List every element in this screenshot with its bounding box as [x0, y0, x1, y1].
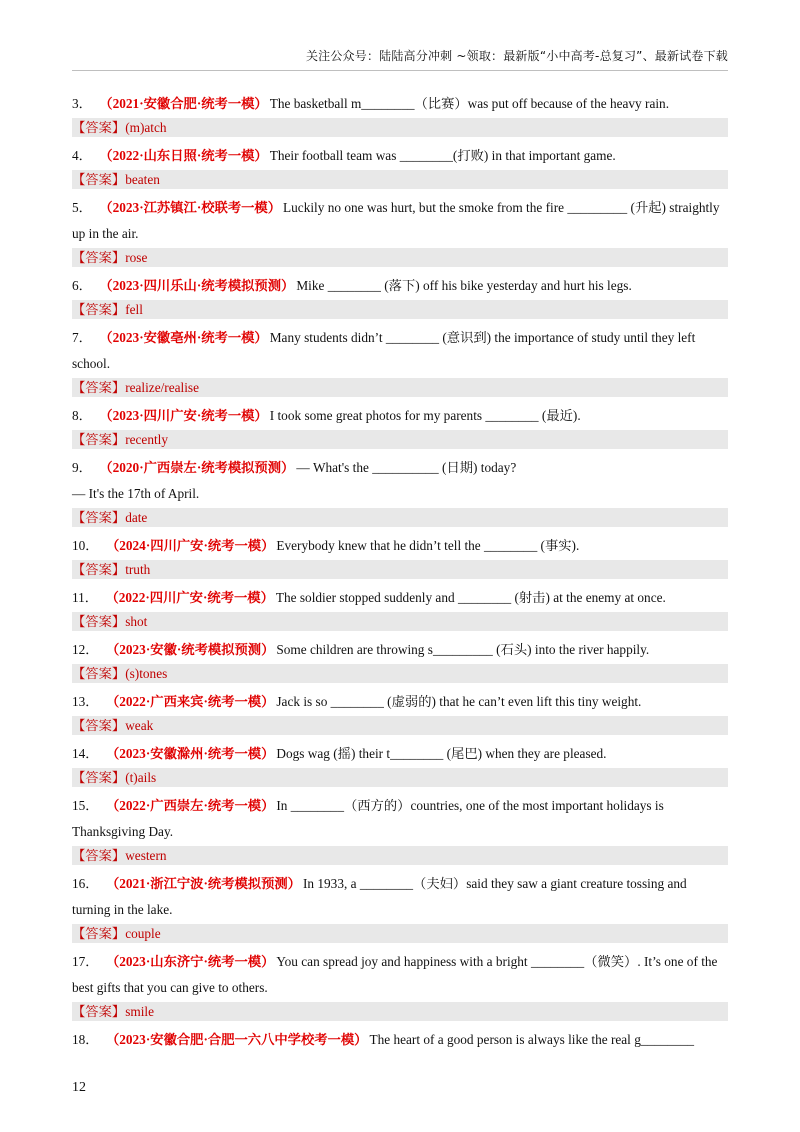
question-text: Luckily no one was hurt, but the smoke from the fire _________ (升起) straightly up in the air.: [72, 200, 720, 241]
answer-row: [72, 560, 728, 579]
question-source: （2023·安徽亳州·统考一模）: [105, 330, 268, 345]
question-source: （2022·山东日照·统考一模）: [105, 148, 268, 163]
answer-label: 【答案】: [72, 848, 126, 863]
answer-row: [72, 612, 728, 631]
question-item: [72, 143, 722, 169]
question-source: （2022·广西崇左·统考一模）: [112, 798, 275, 813]
answer-value: truth: [125, 562, 151, 577]
answer-row: [72, 768, 728, 787]
question-text: The soldier stopped suddenly and ________ (射击) at the enemy at once.: [275, 590, 666, 605]
question-item: [72, 637, 722, 663]
question-source: （2020·广西崇左·统考模拟预测）: [105, 460, 295, 475]
question-text: The basketball m________（比赛）was put off because of the heavy rain.: [269, 96, 670, 111]
question-source: （2021·浙江宁波·统考模拟预测）: [112, 876, 301, 891]
answer-value: couple: [125, 926, 161, 941]
answer-value: date: [125, 510, 148, 525]
question-source: （2023·安徽·统考模拟预测）: [112, 642, 275, 657]
answer-label: 【答案】: [72, 172, 126, 187]
question-text: Jack is so ________ (虚弱的) that he can’t even lift this tiny weight.: [276, 694, 642, 709]
answer-label: 【答案】: [72, 302, 126, 317]
question-item: [72, 793, 722, 845]
answer-label: 【答案】: [72, 432, 126, 447]
page-number: 12: [72, 1080, 86, 1095]
answer-value: fell: [125, 302, 143, 317]
question-source: （2024·四川广安·统考一模）: [112, 538, 275, 553]
answer-row: [72, 248, 728, 267]
answer-label: 【答案】: [72, 380, 126, 395]
question-text: You can spread joy and happiness with a bright ________（微笑）. It’s one of the best gifts that you can give to others.: [72, 954, 718, 995]
question-number: 5．: [72, 200, 92, 215]
question-text: — What's the __________ (日期) today?: [296, 460, 517, 475]
answer-label: 【答案】: [72, 250, 126, 265]
question-text: Their football team was ________(打败) in that important game.: [269, 148, 616, 163]
question-item: [72, 455, 722, 481]
answer-row: [72, 924, 728, 943]
question-number: 7．: [72, 330, 92, 345]
answer-row: [72, 300, 728, 319]
question-text: The heart of a good person is always like the real g________: [369, 1032, 695, 1047]
question-number: 17．: [72, 954, 99, 969]
question-text: Mike ________ (落下) off his bike yesterday and hurt his legs.: [296, 278, 632, 293]
question-number: 14．: [72, 746, 99, 761]
question-source: （2022·广西来宾·统考一模）: [112, 694, 275, 709]
answer-label: 【答案】: [72, 1004, 126, 1019]
question-item: [72, 741, 722, 767]
question-item: [72, 1027, 722, 1053]
question-number: 16．: [72, 876, 99, 891]
question-number: 15．: [72, 798, 99, 813]
answer-label: 【答案】: [72, 666, 126, 681]
question-source: （2023·安徽滁州·统考一模）: [112, 746, 275, 761]
question-source: （2023·四川乐山·统考模拟预测）: [105, 278, 295, 293]
answer-label: 【答案】: [72, 926, 126, 941]
question-source: （2023·山东济宁·统考一模）: [112, 954, 275, 969]
question-item: [72, 325, 722, 377]
question-number: 6．: [72, 278, 92, 293]
answer-value: weak: [125, 718, 154, 733]
answer-row: [72, 664, 728, 683]
question-text: Everybody knew that he didn’t tell the ________ (事实).: [276, 538, 580, 553]
question-number: 11．: [72, 590, 99, 605]
question-text: Many students didn’t ________ (意识到) the importance of study until they left school.: [72, 330, 696, 371]
answer-row: [72, 1002, 728, 1021]
question-item: [72, 403, 722, 429]
answer-value: smile: [125, 1004, 154, 1019]
question-item: [72, 585, 722, 611]
answer-row: [72, 430, 728, 449]
question-number: 8．: [72, 408, 92, 423]
question-number: 3．: [72, 96, 92, 111]
answer-row: [72, 378, 728, 397]
question-item: [72, 689, 722, 715]
answer-value: recently: [125, 432, 169, 447]
question-item: [72, 195, 722, 247]
answer-value: (m)atch: [125, 120, 167, 135]
answer-label: 【答案】: [72, 510, 126, 525]
question-number: 18．: [72, 1032, 99, 1047]
answer-row: [72, 846, 728, 865]
question-item: [72, 871, 722, 923]
question-source: （2023·四川广安·统考一模）: [105, 408, 268, 423]
question-number: 12．: [72, 642, 99, 657]
question-item: [72, 533, 722, 559]
answer-label: 【答案】: [72, 562, 126, 577]
question-list: [72, 91, 728, 1053]
question-item: [72, 91, 722, 117]
page-header: 关注公众号：陆陆高分冲刺 ~领取：最新版“小中高考-总复习”、最新试卷下载: [305, 49, 728, 63]
question-text-continued: — It's the 17th of April.: [72, 486, 200, 501]
answer-label: 【答案】: [72, 120, 126, 135]
answer-value: beaten: [125, 172, 160, 187]
question-text: In 1933, a ________（夫妇）said they saw a giant creature tossing and turning in the lake.: [72, 876, 687, 917]
question-number: 9．: [72, 460, 92, 475]
question-source: （2021·安徽合肥·统考一模）: [105, 96, 268, 111]
question-text: I took some great photos for my parents ________ (最近).: [269, 408, 581, 423]
question-item: [72, 273, 722, 299]
answer-row: [72, 170, 728, 189]
answer-label: 【答案】: [72, 614, 126, 629]
answer-value: shot: [125, 614, 148, 629]
question-item: [72, 949, 722, 1001]
answer-value: realize/realise: [125, 380, 200, 395]
header-divider: [72, 70, 728, 71]
answer-row: [72, 118, 728, 137]
question-text: Some children are throwing s_________ (石头) into the river happily.: [276, 642, 650, 657]
answer-value: (s)tones: [125, 666, 168, 681]
answer-label: 【答案】: [72, 718, 126, 733]
question-source: （2022·四川广安·统考一模）: [112, 590, 274, 605]
question-source: （2023·安徽合肥·合肥一六八中学校考一模）: [112, 1032, 368, 1047]
answer-row: [72, 508, 728, 527]
answer-row: [72, 716, 728, 735]
answer-label: 【答案】: [72, 770, 126, 785]
question-text: Dogs wag (摇) their t________ (尾巴) when they are pleased.: [276, 746, 607, 761]
answer-value: rose: [125, 250, 148, 265]
question-number: 10．: [72, 538, 99, 553]
question-source: （2023·江苏镇江·校联考一模）: [105, 200, 282, 215]
question-number: 4．: [72, 148, 92, 163]
question-number: 13．: [72, 694, 99, 709]
answer-value: western: [125, 848, 167, 863]
answer-value: (t)ails: [125, 770, 157, 785]
question-text: In ________（西方的）countries, one of the most important holidays is Thanksgiving Day.: [72, 798, 664, 839]
